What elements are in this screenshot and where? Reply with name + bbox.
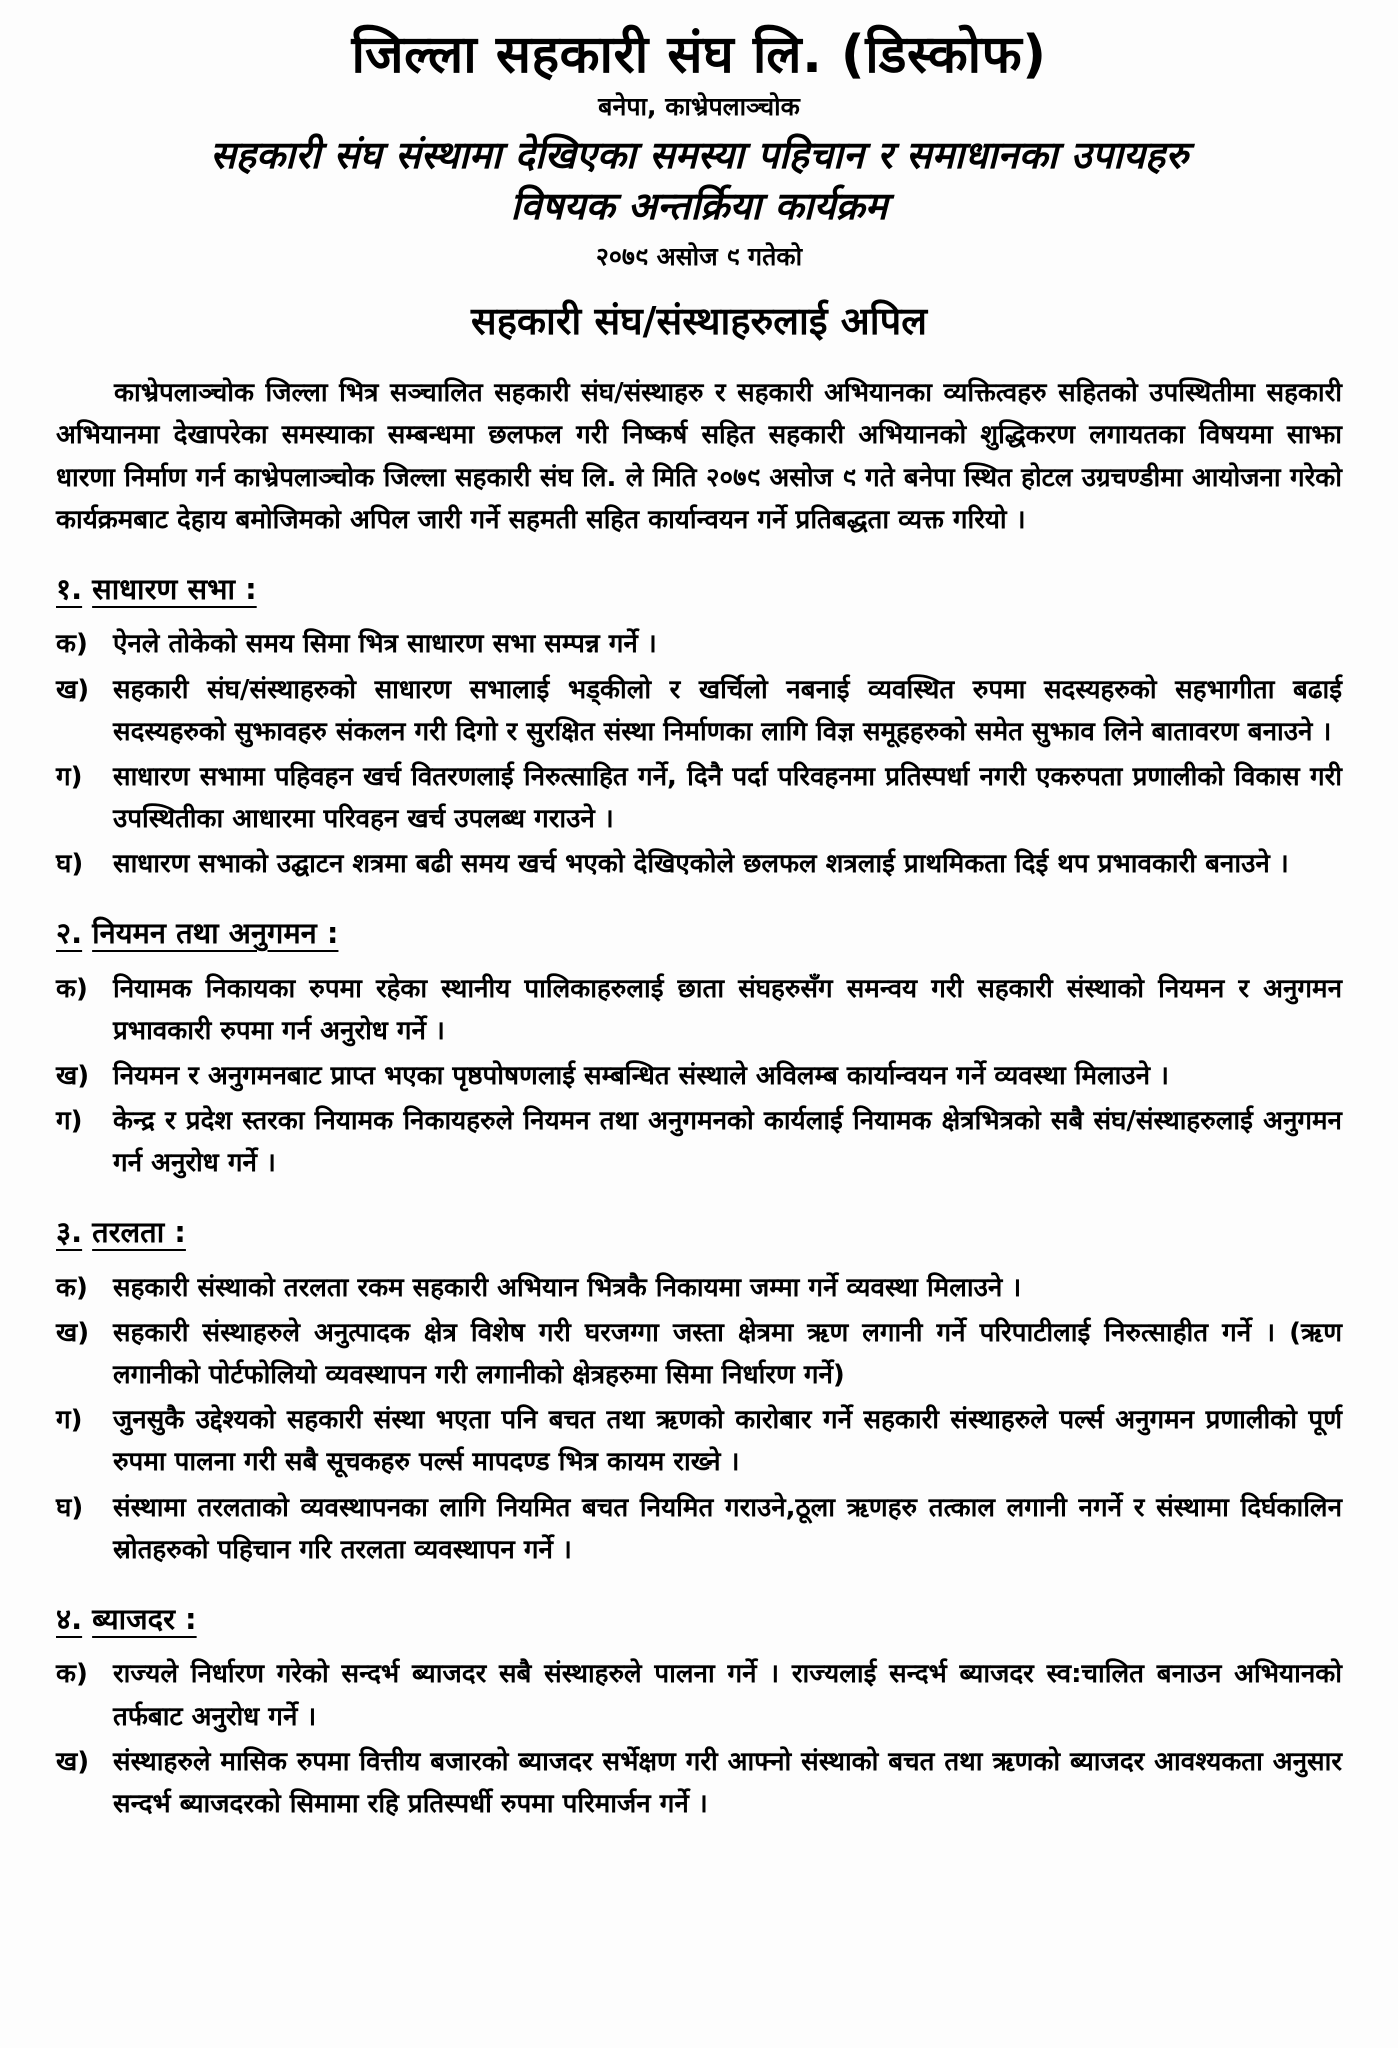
item-text: नियामक निकायका रुपमा रहेका स्थानीय पालिकाहरुलाई छाता संघहरुसँग समन्वय गरी सहकारी संस्थाको नियमन र अनुगमन प्रभावकारी रुपमा गर्न अनुरोध गर्ने । <box>113 973 1342 1046</box>
list-item <box>56 1055 1342 1097</box>
list-item <box>56 1741 1342 1825</box>
section-heading <box>56 1601 197 1639</box>
item-label: ग) <box>56 761 83 792</box>
section-number: १. <box>56 571 83 606</box>
org-location: बनेपा, काभ्रेपलाञ्चोक <box>598 92 800 122</box>
item-text: जुनसुकै उद्देश्यको सहकारी संस्था भएता पनि बचत तथा ऋणको कारोबार गर्ने सहकारी संस्थाहरुले पर्ल्स अनुगमन प्रणालीको पूर्ण रुपमा पालना गरी सबै सूचकहरु पर्ल्स मापदण्ड भित्र कायम राख्ने । <box>113 1405 1342 1478</box>
item-label: क) <box>56 1273 88 1303</box>
item-label: घ) <box>56 848 84 879</box>
section-items <box>56 1267 1342 1571</box>
intro-paragraph: काभ्रेपलाञ्चोक जिल्ला भित्र सञ्चालित सहकारी संघ/संस्थाहरु र सहकारी अभियानका व्यक्तित्वहरु सहितको उपस्थितीमा सहकारी अभियानमा देखापरेका समस्याका सम्बन्धमा छलफल गरी निष्कर्ष सहित सहकारी अभियानको शुद्धिकरण लगायतका विषयमा साझा धारणा निर्माण गर्न काभ्रेपलाञ्चोक जिल्ला सहकारी संघ लि. ले मिति २०७९ असोज ९ गते बनेपा स्थित होटल उग्रचण्डीमा आयोजना गरेको कार्यक्रमबाट देहाय बमोजिमको अपिल जारी गर्ने सहमती सहित कार्यान्वयन गर्ने प्रतिबद्धता व्यक्त गरियो । <box>56 378 1342 535</box>
item-text: सहकारी संस्थाहरुले अनुत्पादक क्षेत्र विशेष गरी घरजग्गा जस्ता क्षेत्रमा ऋण लगानी गर्ने परिपाटीलाई निरुत्साहीत गर्ने । (ऋण लगानीको पोर्टफोलियो व्यवस्थापन गरी लगानीको क्षेत्रहरुमा सिमा निर्धारण गर्ने) <box>113 1318 1342 1391</box>
item-label: घ) <box>56 1492 84 1523</box>
event-date: २०७९ असोज ९ गतेको <box>595 241 803 271</box>
section-heading <box>56 571 257 609</box>
list-item <box>56 1487 1342 1571</box>
section-title: नियमन तथा अनुगमन : <box>92 916 339 951</box>
item-text: नियमन र अनुगमनबाट प्राप्त भएका पृष्ठपोषणलाई सम्बन्धित संस्थाले अविलम्ब कार्यान्वयन गर्ने व्यवस्था मिलाउने । <box>113 1060 1169 1091</box>
section-number: २. <box>56 916 83 951</box>
item-text: ऐनले तोकेको समय सिमा भित्र साधारण सभा सम्पन्न गर्ने । <box>113 629 657 660</box>
item-text: संस्थाहरुले मासिक रुपमा वित्तीय बजारको ब्याजदर सर्भेक्षण गरी आफ्नो संस्थाको बचत तथा ऋणको ब्याजदर आवश्यकता अनुसार सन्दर्भ ब्याजदरको सिमामा रहि प्रतिस्पर्धी रुपमा परिमार्जन गर्ने । <box>113 1746 1342 1819</box>
section-items <box>56 968 1342 1185</box>
section <box>56 915 1342 1184</box>
list-item <box>56 843 1342 885</box>
item-label: क) <box>56 1659 88 1690</box>
org-name-title: जिल्ला सहकारी संघ लि. (डिस्कोफ) <box>351 25 1047 85</box>
item-text: साधारण सभामा पहिवहन खर्च वितरणलाई निरुत्साहित गर्ने, दिनै पर्दा परिवहनमा प्रतिस्पर्धा नगरी एकरुपता प्रणालीको विकास गरी उपस्थितीका आधारमा परिवहन खर्च उपलब्ध गराउने । <box>113 761 1342 834</box>
section <box>56 571 1342 885</box>
item-text: सहकारी संघ/संस्थाहरुको साधारण सभालाई भड्कीलो र खर्चिलो नबनाई व्यवस्थित रुपमा सदस्यहरुको सहभागीता बढाई सदस्यहरुको सुझावहरु संकलन गरी दिगो र सुरक्षित संस्था निर्माणका लागि विज्ञ समूहहरुको समेत सुझाव लिने बातावरण बनाउने । <box>113 674 1342 747</box>
section-number: ३. <box>56 1215 83 1250</box>
section-items <box>56 623 1342 885</box>
program-title-line1: सहकारी संघ संस्थामा देखिएका समस्या पहिचान र समाधानका उपायहरु <box>210 133 1188 178</box>
section <box>56 1214 1342 1570</box>
item-label: ख) <box>56 1060 90 1091</box>
program-title <box>56 130 1342 230</box>
item-text: केन्द्र र प्रदेश स्तरका नियामक निकायहरुले नियमन तथा अनुगमनको कार्यलाई नियामक क्षेत्रभित्रको सबै संघ/संस्थाहरुलाई अनुगमन गर्न अनुरोध गर्ने । <box>113 1106 1342 1179</box>
list-item <box>56 1653 1342 1737</box>
section <box>56 1601 1342 1825</box>
list-item <box>56 623 1342 665</box>
section-title: साधारण सभा : <box>92 571 257 606</box>
list-item <box>56 968 1342 1052</box>
item-label: ग) <box>56 1106 83 1137</box>
item-text: संस्थामा तरलताको व्यवस्थापनका लागि नियमित बचत नियमित गराउने,ठूला ऋणहरु तत्काल लगानी नगर्ने र संस्थामा दिर्घकालिन स्रोतहरुको पहिचान गरि तरलता व्यवस्थापन गर्ने । <box>113 1492 1342 1565</box>
list-item <box>56 1399 1342 1483</box>
item-label: ख) <box>56 674 90 705</box>
list-item <box>56 756 1342 840</box>
section-title: तरलता : <box>92 1215 186 1250</box>
sections <box>56 571 1342 1825</box>
section-title: ब्याजदर : <box>92 1601 197 1636</box>
item-label: क) <box>56 973 88 1004</box>
section-number: ४. <box>56 1601 83 1636</box>
list-item <box>56 669 1342 753</box>
section-heading <box>56 915 338 953</box>
item-label: ख) <box>56 1746 90 1777</box>
item-label: क) <box>56 629 88 660</box>
appeal-heading: सहकारी संघ/संस्थाहरुलाई अपिल <box>471 298 927 343</box>
item-text: सहकारी संस्थाको तरलता रकम सहकारी अभियान भित्रकै निकायमा जम्मा गर्ने व्यवस्था मिलाउने । <box>113 1273 1022 1303</box>
list-item <box>56 1100 1342 1184</box>
program-title-line2: विषयक अन्तर्क्रिया कार्यक्रम <box>510 183 888 228</box>
list-item <box>56 1267 1342 1309</box>
item-text: राज्यले निर्धारण गरेको सन्दर्भ ब्याजदर सबै संस्थाहरुले पालना गर्ने । राज्यलाई सन्दर्भ ब्याजदर स्व:चालित बनाउन अभियानको तर्फबाट अनुरोध गर्ने । <box>113 1659 1342 1732</box>
section-heading <box>56 1214 186 1252</box>
item-label: ग) <box>56 1405 83 1436</box>
list-item <box>56 1312 1342 1396</box>
item-text: साधारण सभाको उद्घाटन शत्रमा बढी समय खर्च भएको देखिएकोले छलफल शत्रलाई प्राथमिकता दिई थप प्रभावकारी बनाउने । <box>113 848 1289 879</box>
section-items <box>56 1653 1342 1824</box>
item-label: ख) <box>56 1318 90 1349</box>
